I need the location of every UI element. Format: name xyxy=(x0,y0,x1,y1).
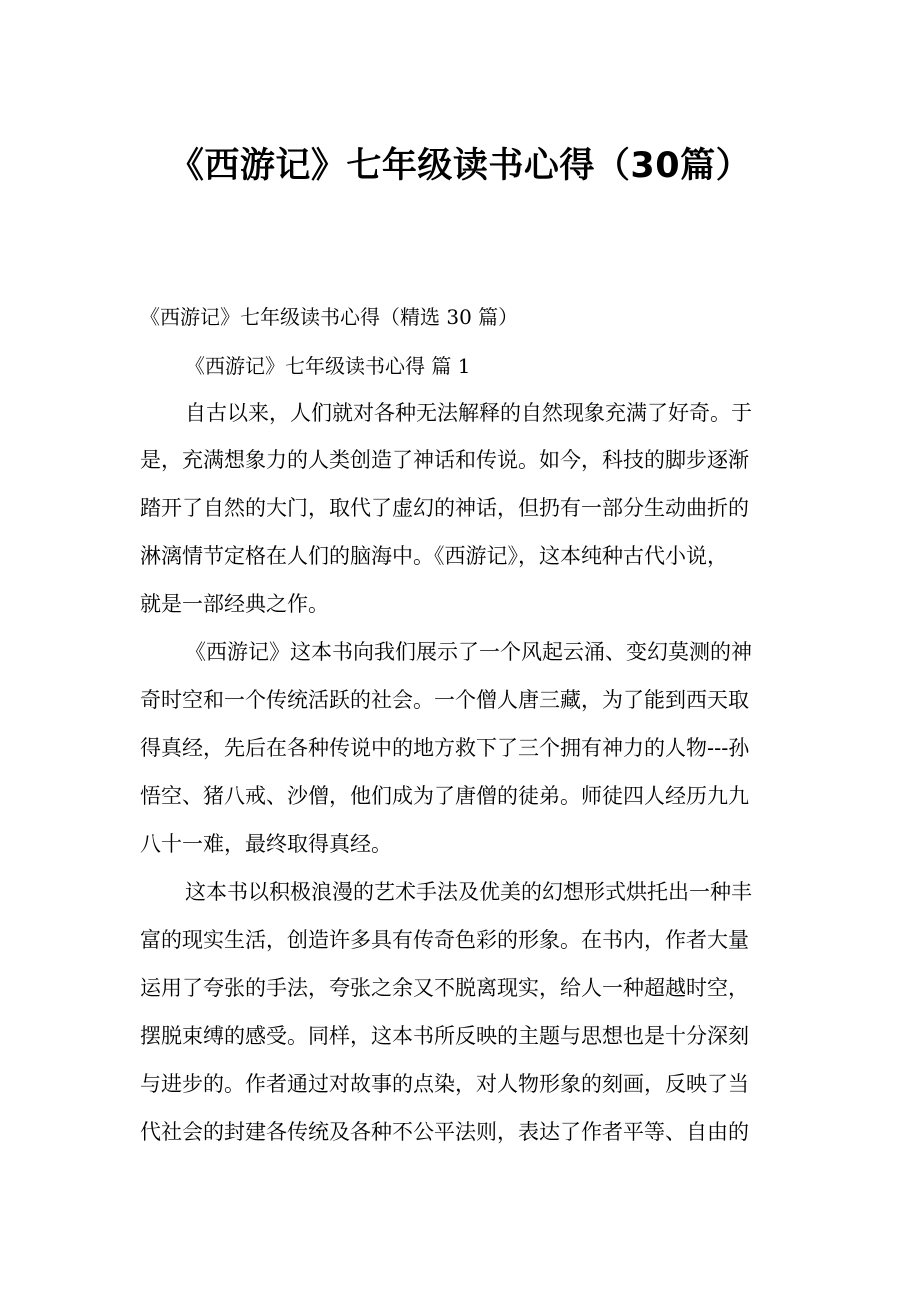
paragraph-line: 《西游记》这本书向我们展示了一个风起云涌、变幻莫测的神 xyxy=(185,640,752,664)
paragraph-line: 运用了夸张的手法，夸张之余又不脱离现实，给人一种超越时空， xyxy=(140,976,749,1000)
paragraph-line: 代社会的封建各传统及各种不公平法则，表达了作者平等、自由的 xyxy=(140,1120,749,1144)
paragraph-line: 与进步的。作者通过对故事的点染，对人物形象的刻画，反映了当 xyxy=(140,1072,749,1096)
paragraph-line: 这本书以积极浪漫的艺术手法及优美的幻想形式烘托出一种丰 xyxy=(185,880,752,904)
paragraph-line: 富的现实生活，创造许多具有传奇色彩的形象。在书内，作者大量 xyxy=(140,928,749,952)
paragraph-line: 自古以来，人们就对各种无法解释的自然现象充满了好奇。于 xyxy=(185,401,752,425)
document-subtitle: 《西游记》七年级读书心得（精选 30 篇） xyxy=(140,305,519,329)
paragraph-line: 奇时空和一个传统活跃的社会。一个僧人唐三藏，为了能到西天取 xyxy=(140,688,749,712)
paragraph-line: 得真经，先后在各种传说中的地方救下了三个拥有神力的人物---孙 xyxy=(140,736,750,760)
paragraph-line: 摆脱束缚的感受。同样，这本书所反映的主题与思想也是十分深刻 xyxy=(140,1024,749,1048)
paragraph-line: 八十一难，最终取得真经。 xyxy=(140,832,392,856)
paragraph-line: 悟空、猪八戒、沙僧，他们成为了唐僧的徒弟。师徒四人经历九九 xyxy=(140,784,749,808)
document-title: 《西游记》七年级读书心得（30篇） xyxy=(168,146,752,186)
paragraph-line: 是，充满想象力的人类创造了神话和传说。如今，科技的脚步逐渐 xyxy=(140,448,749,472)
paragraph-line: 淋漓情节定格在人们的脑海中。《西游记》，这本纯种古代小说， xyxy=(140,544,728,568)
section-heading: 《西游记》七年级读书心得 篇 1 xyxy=(185,354,471,378)
paragraph-line: 就是一部经典之作。 xyxy=(140,592,329,616)
paragraph-line: 踏开了自然的大门，取代了虚幻的神话，但扔有一部分生动曲折的 xyxy=(140,496,749,520)
